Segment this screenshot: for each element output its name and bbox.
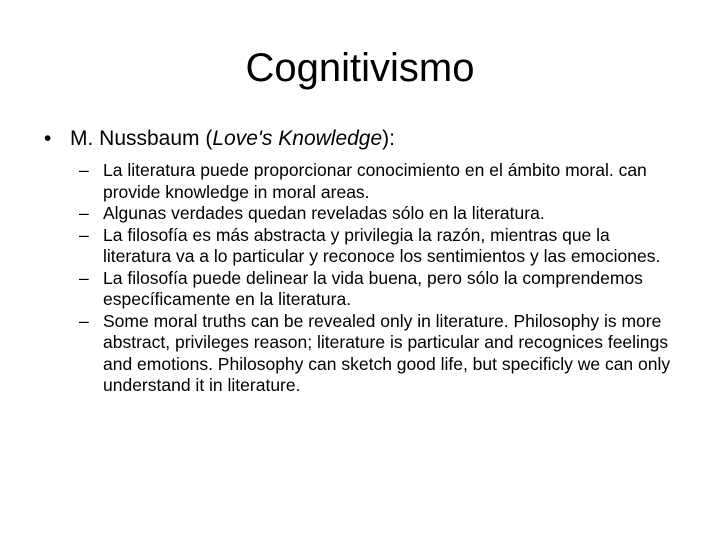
dash-icon: –: [79, 160, 89, 180]
sub-bullet: [79, 268, 679, 311]
dash-icon: –: [79, 203, 89, 223]
main-bullet-text: [70, 124, 395, 154]
slide-title: Cognitivismo: [245, 46, 475, 90]
book-title: Love's Knowledge: [212, 127, 383, 150]
main-bullet-prefix: M. Nussbaum (: [70, 127, 213, 150]
sub-bullet: [79, 160, 679, 203]
dash-icon: –: [79, 267, 89, 288]
sub-bullet-text: La filosofía es más abstracta y privilegia la razón, mientras que la literatura va a lo particular y reconoce los sentimientos y las emociones.: [103, 224, 661, 266]
main-bullet-suffix: ):: [382, 127, 395, 150]
bullet-dot-icon: •: [44, 127, 52, 150]
sub-bullet-text: Algunas verdades quedan reveladas sólo en la literatura.: [103, 203, 545, 223]
sub-bullet: [79, 203, 679, 225]
dash-icon: –: [79, 224, 89, 245]
dash-icon: –: [79, 310, 89, 331]
sub-bullet-text: La literatura puede proporcionar conocimiento en el ámbito moral. can provide knowledge in moral areas.: [103, 160, 647, 202]
sub-bullet: [79, 225, 679, 268]
sub-bullet-list: [79, 160, 679, 397]
sub-bullet-text: Some moral truths can be revealed only in literature. Philosophy is more abstract, privileges reason; literature is particular and recognices feelings and emotions. Philosophy can sketch good life, but specificly we can only understand it in literature.: [103, 310, 671, 395]
sub-bullet: [79, 311, 679, 397]
sub-bullet-text: La filosofía puede delinear la vida buena, pero sólo la comprendemos específicamente en la literatura.: [103, 267, 643, 309]
